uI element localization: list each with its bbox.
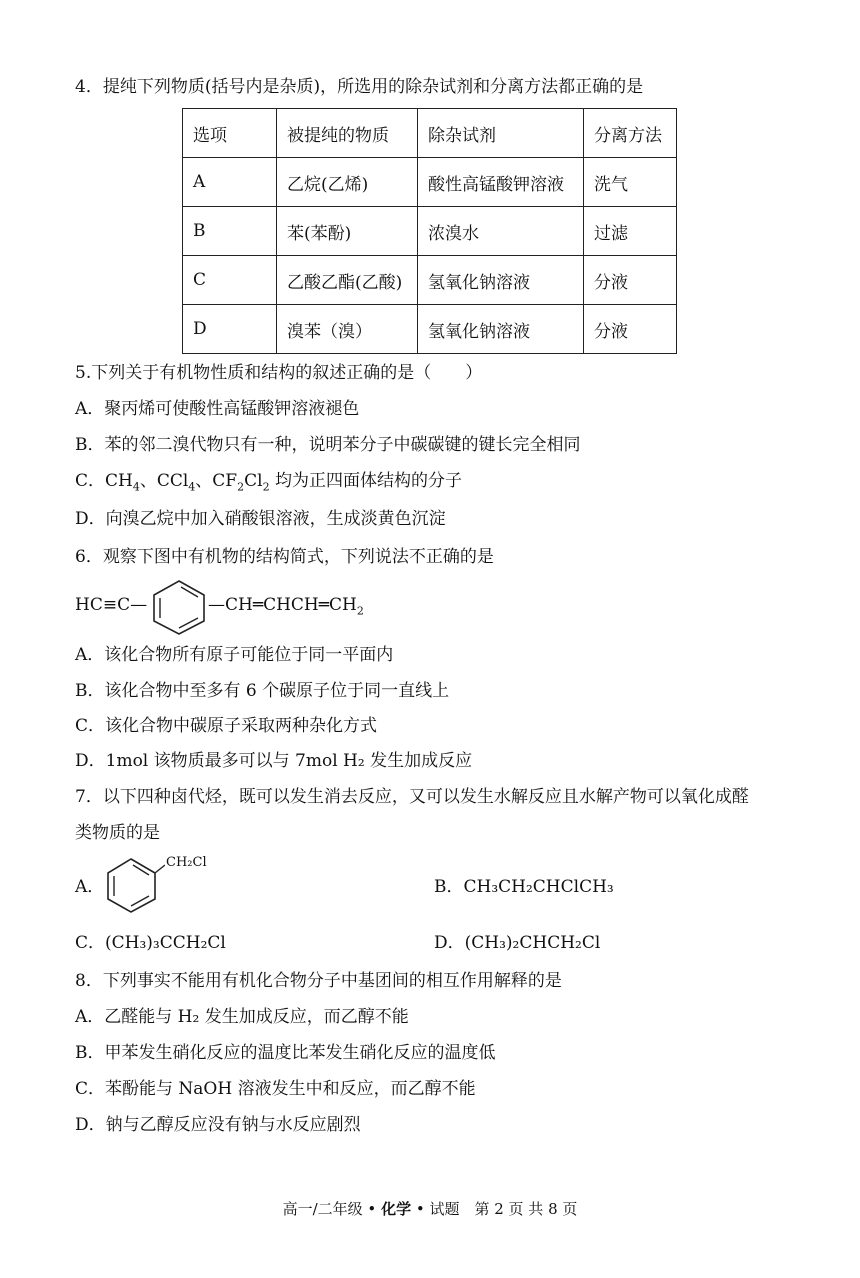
q8-option-c: C．苯酚能与 NaOH 溶液发生中和反应，而乙醇不能 — [75, 1079, 476, 1099]
q6-option-d: D．1mol 该物质最多可以与 7mol H₂ 发生加成反应 — [75, 751, 473, 771]
q5-c-prefix: C．CH — [75, 471, 133, 491]
q5-option-a: A．聚丙烯可使酸性高锰酸钾溶液褪色 — [75, 399, 360, 419]
table-header-row — [183, 109, 677, 158]
footer-subject: 化学 — [381, 1200, 412, 1218]
q5-option-d: D．向溴乙烷中加入硝酸银溶液，生成淡黄色沉淀 — [75, 509, 446, 529]
table-cell: A — [183, 158, 277, 207]
table-cell: 乙烷(乙烯) — [277, 158, 418, 207]
q6-option-c: C．该化合物中碳原子采取两种杂化方式 — [75, 716, 378, 736]
q5-c-mid3: Cl — [244, 471, 263, 491]
q5-option-b: B．苯的邻二溴代物只有一种，说明苯分子中碳碳键的键长完全相同 — [75, 435, 581, 455]
q7-stem-line2: 类物质的是 — [75, 823, 160, 843]
table-cell: 过滤 — [584, 207, 677, 256]
table-cell: C — [183, 256, 277, 305]
q7-stem-line1: 7．以下四种卤代烃，既可以发生消去反应，又可以发生水解反应且水解产物可以氧化成醛 — [75, 787, 749, 807]
table-row — [183, 158, 677, 207]
q5-c-mid2: 、CF — [195, 471, 238, 491]
table-cell: 乙酸乙酯(乙酸) — [277, 256, 418, 305]
q7-option-a-substituent: CH₂Cl — [166, 855, 207, 870]
table-cell: 洗气 — [584, 158, 677, 207]
q6-structure-right-text: —CH═CHCH═CH — [208, 595, 357, 615]
q5-stem: 5.下列关于有机物性质和结构的叙述正确的是（ ） — [75, 363, 483, 383]
q6-option-a: A．该化合物所有原子可能位于同一平面内 — [75, 645, 394, 665]
table-cell: 苯(苯酚) — [277, 207, 418, 256]
q5-c-suffix: 均为正四面体结构的分子 — [269, 471, 462, 491]
footer-prefix: 高一/二年级 • — [282, 1200, 382, 1218]
table-cell: B — [183, 207, 277, 256]
table-cell: 溴苯（溴） — [277, 305, 418, 354]
q6-option-b: B．该化合物中至多有 6 个碳原子位于同一直线上 — [75, 681, 450, 701]
q4-stem: 4．提纯下列物质(括号内是杂质)，所选用的除杂试剂和分离方法都正确的是 — [75, 77, 644, 97]
q7-option-d: D．(CH₃)₂CHCH₂Cl — [434, 933, 601, 953]
q6-structure-right: $—CH═CHCH═CH_2$ — [208, 595, 364, 618]
table-cell: 酸性高锰酸钾溶液 — [418, 158, 584, 207]
table-cell: 分液 — [584, 305, 677, 354]
table-cell: 分液 — [584, 256, 677, 305]
q8-option-b: B．甲苯发生硝化反应的温度比苯发生硝化反应的温度低 — [75, 1043, 496, 1063]
q7-option-b: B．CH₃CH₂CHClCH₃ — [434, 877, 614, 897]
table-row — [183, 305, 677, 354]
table-row — [183, 256, 677, 305]
q6-stem: 6．观察下图中有机物的结构简式，下列说法不正确的是 — [75, 547, 494, 567]
q7-option-a-label: A． — [75, 877, 105, 897]
page-footer — [0, 1198, 860, 1219]
table-header-cell: 分离方法 — [584, 109, 677, 158]
footer-suffix: • 试题 第 2 页 共 8 页 — [411, 1200, 578, 1218]
table-header-cell: 除杂试剂 — [418, 109, 584, 158]
benzyl-chloride-ring-icon — [103, 855, 165, 915]
q4-table — [182, 108, 677, 354]
table-header-cell: 被提纯的物质 — [277, 109, 418, 158]
benzene-ring-icon — [148, 578, 210, 636]
q8-option-d: D．钠与乙醇反应没有钠与水反应剧烈 — [75, 1115, 361, 1135]
table-cell: D — [183, 305, 277, 354]
table-cell: 浓溴水 — [418, 207, 584, 256]
q8-stem: 8．下列事实不能用有机化合物分子中基团间的相互作用解释的是 — [75, 971, 562, 991]
q6-structure-left: HC≡C— — [75, 595, 148, 615]
table-cell: 氢氧化钠溶液 — [418, 305, 584, 354]
table-cell: 氢氧化钠溶液 — [418, 256, 584, 305]
q5-option-c: C．$CH_4$、CCl$_4$、$CF_2Cl_2$ 均为正四面体结构的分子 — [75, 471, 462, 494]
table-header-cell: 选项 — [183, 109, 277, 158]
table-row — [183, 207, 677, 256]
q7-option-c: C．(CH₃)₃CCH₂Cl — [75, 933, 226, 953]
q8-option-a: A．乙醛能与 H₂ 发生加成反应，而乙醇不能 — [75, 1007, 409, 1027]
q5-c-mid1: 、CCl — [139, 471, 189, 491]
